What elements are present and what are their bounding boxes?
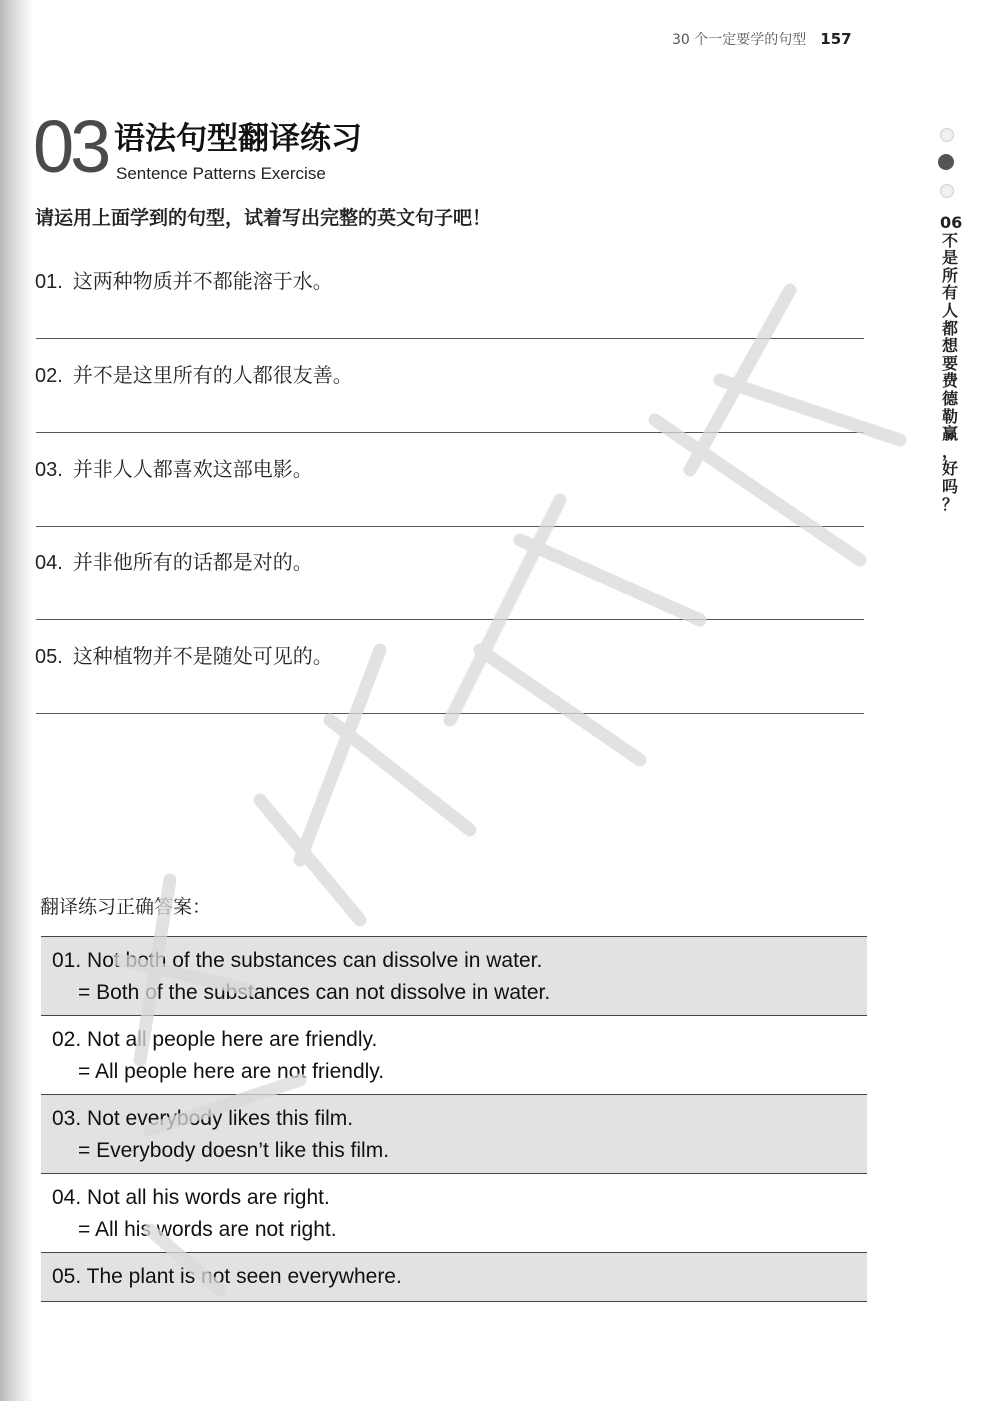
side-tab-char: 要 xyxy=(941,353,958,373)
side-tab-char: 赢 xyxy=(941,424,958,444)
section-title: 语法句型翻译练习 xyxy=(114,121,362,157)
side-tab-char: 德 xyxy=(941,388,958,408)
answer-blank-line[interactable] xyxy=(36,713,864,714)
answer-block xyxy=(41,1173,867,1252)
question-text: 并不是这里所有的人都很友善。 xyxy=(72,363,353,387)
side-tab-char: 不 xyxy=(941,230,958,250)
page-spine-shadow xyxy=(0,0,34,1401)
question-number: 01. xyxy=(35,271,63,293)
answer-sentence: 04. Not all his words are right. xyxy=(52,1186,330,1209)
answer-equivalent: = All people here are not friendly. xyxy=(78,1060,385,1083)
answer-equivalent: = All his words are not right. xyxy=(78,1218,337,1241)
question-number: 02. xyxy=(35,365,63,387)
answer-equivalent: = Everybody doesn’t like this film. xyxy=(78,1139,390,1162)
side-tab-char: 是 xyxy=(941,248,958,268)
answer-block xyxy=(41,936,867,1015)
question-text: 这两种物质并不都能溶于水。 xyxy=(72,269,333,293)
page-number: 157 xyxy=(820,30,852,48)
light-dot-icon xyxy=(940,128,954,142)
side-tab-char: 所 xyxy=(941,265,958,285)
question-text: 并非他所有的话都是对的。 xyxy=(72,550,313,574)
question-item xyxy=(35,546,313,575)
answers-heading: 翻译练习正确答案： xyxy=(40,896,212,918)
side-tab-chapter-title xyxy=(940,213,963,514)
running-header xyxy=(672,29,852,49)
exercise-instruction: 请运用上面学到的句型，试着写出完整的英文句子吧！ xyxy=(35,207,492,229)
answer-blank-line[interactable] xyxy=(36,338,864,339)
answer-block xyxy=(41,1094,867,1173)
light-dot-icon xyxy=(940,184,954,198)
answer-block xyxy=(41,1252,867,1302)
dark-dot-icon xyxy=(938,154,954,170)
question-number: 03. xyxy=(35,459,63,481)
question-text: 这种植物并不是随处可见的。 xyxy=(72,644,333,668)
side-tab-char: 人 xyxy=(941,300,958,320)
answer-blank-line[interactable] xyxy=(36,432,864,433)
section-number: 03 xyxy=(33,105,108,188)
side-tab-char: 有 xyxy=(941,283,958,303)
question-item xyxy=(35,640,333,669)
question-number: 04. xyxy=(35,552,63,574)
side-tab-char: 好 xyxy=(941,459,958,479)
answer-equivalent: = Both of the substances can not dissolve in water. xyxy=(78,981,551,1004)
question-item xyxy=(35,265,333,294)
section-subtitle: Sentence Patterns Exercise xyxy=(116,164,326,183)
side-tab-char: 勒 xyxy=(941,406,958,426)
side-tab-char: ， xyxy=(941,441,958,461)
answer-sentence: 02. Not all people here are friendly. xyxy=(52,1028,378,1051)
side-tab-char: 都 xyxy=(941,318,958,338)
answer-blank-line[interactable] xyxy=(36,526,864,527)
answer-blank-line[interactable] xyxy=(36,619,864,620)
question-number: 05. xyxy=(35,646,63,668)
side-tab-char: ？ xyxy=(941,494,958,514)
question-item xyxy=(35,359,353,388)
answer-block xyxy=(41,1015,867,1094)
side-tab-char: 吗 xyxy=(941,476,958,496)
side-tab-chapter-number: 06 xyxy=(940,213,963,232)
answer-sentence: 03. Not everybody likes this film. xyxy=(52,1107,354,1130)
side-tab-char: 想 xyxy=(941,336,958,356)
side-tab-char: 费 xyxy=(941,371,958,391)
book-title: 30 个一定要学的句型 xyxy=(672,32,807,48)
question-text: 并非人人都喜欢这部电影。 xyxy=(72,457,313,481)
answer-sentence: 01. Not both of the substances can dissolve in water. xyxy=(52,949,543,972)
question-item xyxy=(35,453,313,482)
answer-sentence: 05. The plant is not seen everywhere. xyxy=(52,1265,402,1288)
